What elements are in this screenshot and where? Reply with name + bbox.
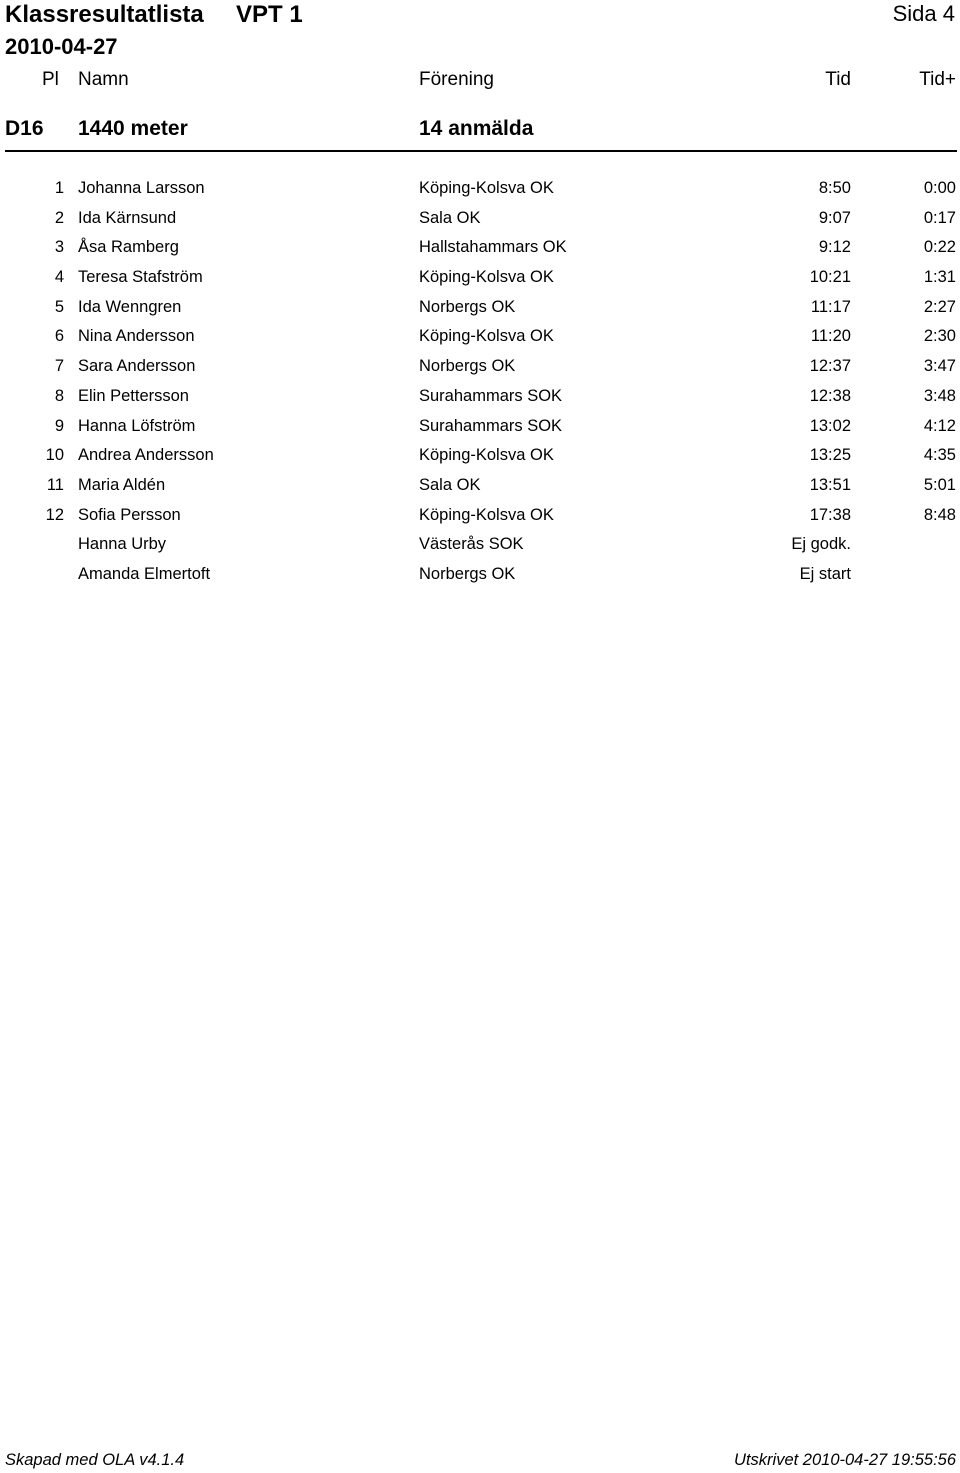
result-time: 8:50: [818, 179, 851, 197]
result-club: Surahammars SOK: [419, 416, 563, 435]
result-time-behind: 0:17: [923, 208, 956, 227]
result-time: 10:21: [809, 268, 851, 287]
result-time-behind: 3:48: [923, 386, 956, 405]
result-place: 3: [54, 238, 64, 257]
result-place: 6: [54, 327, 64, 346]
result-time: Ej start: [799, 564, 851, 583]
result-time-behind: 5:01: [923, 475, 956, 494]
result-time-behind: 2:27: [923, 297, 956, 316]
result-name: Åsa Ramberg: [78, 238, 179, 257]
table-row: [0, 382, 960, 412]
result-time-behind: 0:22: [923, 238, 956, 257]
result-time: 12:37: [809, 357, 851, 376]
result-name: Andrea Andersson: [78, 446, 214, 465]
result-time: 13:51: [809, 475, 851, 494]
column-header-club: Förening: [419, 69, 494, 90]
result-name: Ida Wenngren: [78, 297, 182, 316]
result-time: 17:38: [809, 505, 851, 524]
result-club: Köping-Kolsva OK: [419, 268, 554, 287]
result-club: Köping-Kolsva OK: [419, 179, 554, 197]
result-name: Elin Pettersson: [78, 386, 189, 405]
result-name: Nina Andersson: [78, 327, 195, 346]
table-row: [0, 233, 960, 263]
header-divider: [5, 150, 957, 152]
table-row: [0, 322, 960, 352]
result-time: 11:20: [810, 327, 851, 346]
result-time: 12:38: [809, 386, 851, 405]
result-name: Hanna Urby: [78, 535, 167, 554]
result-time-behind: 2:30: [923, 327, 956, 346]
result-name: Amanda Elmertoft: [78, 564, 211, 583]
result-club: Sala OK: [419, 208, 481, 227]
table-row: [0, 560, 960, 590]
column-header-time: Tid: [825, 69, 851, 90]
table-row: [0, 293, 960, 323]
result-club: Norbergs OK: [419, 297, 516, 316]
column-header-name: Namn: [78, 69, 129, 90]
table-row: [0, 204, 960, 234]
result-club: Sala OK: [419, 475, 481, 494]
result-club: Västerås SOK: [419, 535, 524, 554]
table-row: [0, 174, 960, 204]
result-place: 7: [54, 357, 64, 376]
table-row: [0, 352, 960, 382]
table-row: [0, 471, 960, 501]
result-time-behind: 4:12: [923, 416, 956, 435]
result-time-behind: 3:47: [923, 357, 956, 376]
footer-printed-at: Utskrivet 2010-04-27 19:55:56: [734, 1451, 956, 1469]
result-time-behind: 4:35: [923, 446, 956, 465]
page-number: Sida 4: [892, 1, 955, 26]
result-club: Surahammars SOK: [419, 386, 563, 405]
result-place: 1: [54, 179, 64, 197]
result-name: Sara Andersson: [78, 357, 196, 376]
results-table: [0, 174, 960, 590]
table-row: [0, 441, 960, 471]
result-name: Ida Kärnsund: [78, 208, 177, 227]
table-row: [0, 530, 960, 560]
result-place: 8: [54, 386, 64, 405]
result-time: Ej godk.: [791, 535, 851, 554]
footer-created-by: Skapad med OLA v4.1.4: [5, 1451, 185, 1469]
result-club: Hallstahammars OK: [419, 238, 567, 257]
result-time-behind: 0:00: [923, 179, 956, 197]
class-length: 1440 meter: [78, 117, 188, 140]
class-name: D16: [5, 117, 44, 140]
result-name: Johanna Larsson: [78, 179, 205, 197]
event-name: VPT 1: [236, 1, 303, 28]
result-name: Maria Aldén: [78, 475, 166, 494]
result-time: 13:25: [809, 446, 851, 465]
result-name: Teresa Stafström: [78, 268, 203, 287]
column-header-pl: Pl: [42, 69, 59, 90]
result-time: 13:02: [809, 416, 851, 435]
result-place: 12: [45, 505, 64, 524]
result-time: 11:17: [810, 297, 851, 316]
table-row: [0, 412, 960, 442]
table-row: [0, 263, 960, 293]
result-time-behind: 8:48: [923, 505, 956, 524]
result-time: 9:07: [818, 208, 851, 227]
result-time: 9:12: [818, 238, 851, 257]
table-row: [0, 501, 960, 531]
result-name: Hanna Löfström: [78, 416, 196, 435]
report-date: 2010-04-27: [5, 34, 118, 59]
result-place: 5: [54, 297, 64, 316]
result-place: 10: [45, 446, 64, 465]
result-place: 9: [54, 416, 64, 435]
result-place: 4: [54, 268, 64, 287]
result-club: Norbergs OK: [419, 564, 516, 583]
result-club: Norbergs OK: [419, 357, 516, 376]
result-place: 2: [54, 208, 64, 227]
result-place: 11: [46, 475, 64, 494]
result-club: Köping-Kolsva OK: [419, 505, 554, 524]
result-club: Köping-Kolsva OK: [419, 446, 554, 465]
result-club: Köping-Kolsva OK: [419, 327, 554, 346]
result-name: Sofia Persson: [78, 505, 181, 524]
result-time-behind: 1:31: [923, 268, 956, 287]
page-title: Klassresultatlista: [5, 1, 204, 28]
class-entries: 14 anmälda: [419, 117, 534, 140]
column-header-diff: Tid+: [919, 69, 956, 90]
